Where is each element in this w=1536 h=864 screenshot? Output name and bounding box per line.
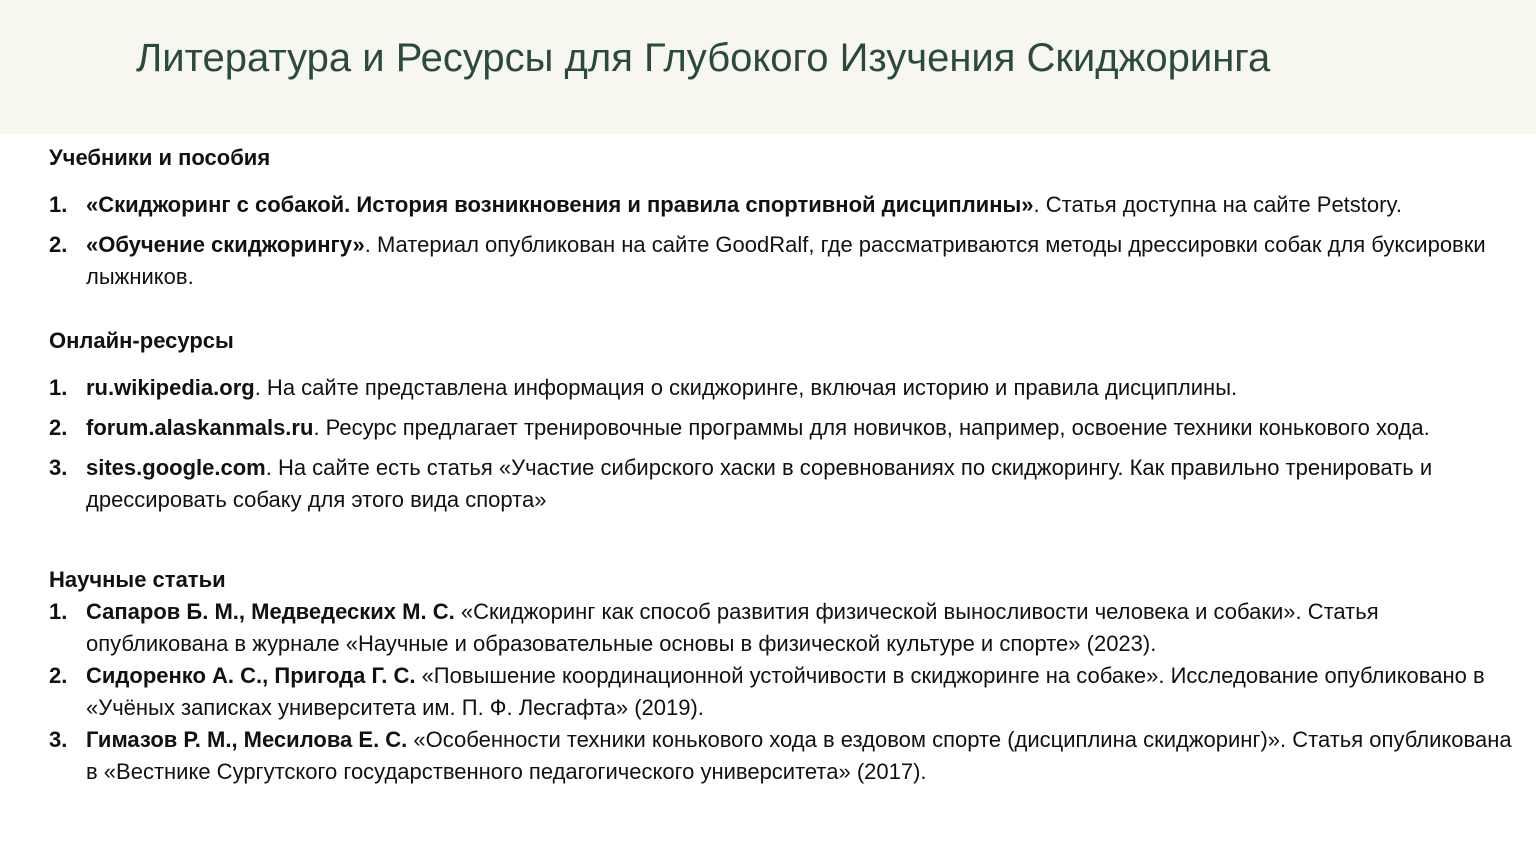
item-text: . Материал опубликован на сайте GoodRalf, где рассматриваются методы дрессировки собак для буксировки лыжников. [86,232,1486,289]
list-item [49,660,1519,724]
list-item [49,372,1519,404]
item-lead: «Скиджоринг с собакой. История возникновения и правила спортивной дисциплины» [86,192,1034,217]
item-lead: sites.google.com [86,455,266,480]
item-text: «Повышение координационной устойчивости в скиджоринге на собаке». Исследование опубликовано в «Учёных записках университета им. П. Ф. Лесгафта» (2019). [86,663,1485,720]
item-text: . На сайте представлена информация о скиджоринге, включая историю и правила дисциплины. [254,375,1238,400]
page-title: Литература и Ресурсы для Глубокого Изучения Скиджоринга [136,36,1271,80]
list-item [49,452,1519,516]
textbooks-list [49,189,1519,293]
section-heading-articles: Научные статьи [49,567,226,592]
item-lead: «Обучение скиджорингу» [86,232,365,257]
item-lead: ru.wikipedia.org [86,375,255,400]
item-text: . Статья доступна на сайте Petstory. [1033,192,1402,217]
section-heading-textbooks: Учебники и пособия [49,145,271,170]
document-body [49,142,1519,788]
item-text: . Ресурс предлагает тренировочные программы для новичков, например, освоение техники конькового хода. [313,415,1430,440]
item-lead: Сидоренко А. С., Пригода Г. С. [86,663,416,688]
list-item [49,724,1519,788]
list-item [49,229,1519,293]
item-number: 2. [49,232,68,257]
item-lead: forum.alaskanmals.ru [86,415,314,440]
item-text: «Скиджоринг как способ развития физической выносливости человека и собаки». Статья опубликована в журнале «Научные и образовательные основы в физической культуре и спорте» (2023). [86,599,1379,656]
scientific-articles-list [49,596,1519,788]
item-text: . На сайте есть статья «Участие сибирского хаски в соревнованиях по скиджорингу. Как правильно тренировать и дрессировать собаку для этого вида спорта» [86,455,1433,512]
list-item [49,412,1519,444]
item-number: 3. [49,727,68,752]
item-text: «Особенности техники конькового хода в ездовом спорте (дисциплина скиджоринг)». Статья опубликована в «Вестнике Сургутского государственного педагогического университета» (2017). [86,727,1512,784]
title-banner [0,0,1536,134]
item-lead: Сапаров Б. М., Медведеских М. С. [86,599,455,624]
item-number: 1. [49,192,68,217]
item-number: 2. [49,415,68,440]
section-heading-online: Онлайн-ресурсы [49,328,234,353]
item-number: 3. [49,455,68,480]
list-item [49,596,1519,660]
list-item [49,189,1519,221]
item-lead: Гимазов Р. М., Месилова Е. С. [86,727,408,752]
online-resources-list [49,372,1519,516]
item-number: 1. [49,375,68,400]
item-number: 1. [49,599,68,624]
item-number: 2. [49,663,68,688]
